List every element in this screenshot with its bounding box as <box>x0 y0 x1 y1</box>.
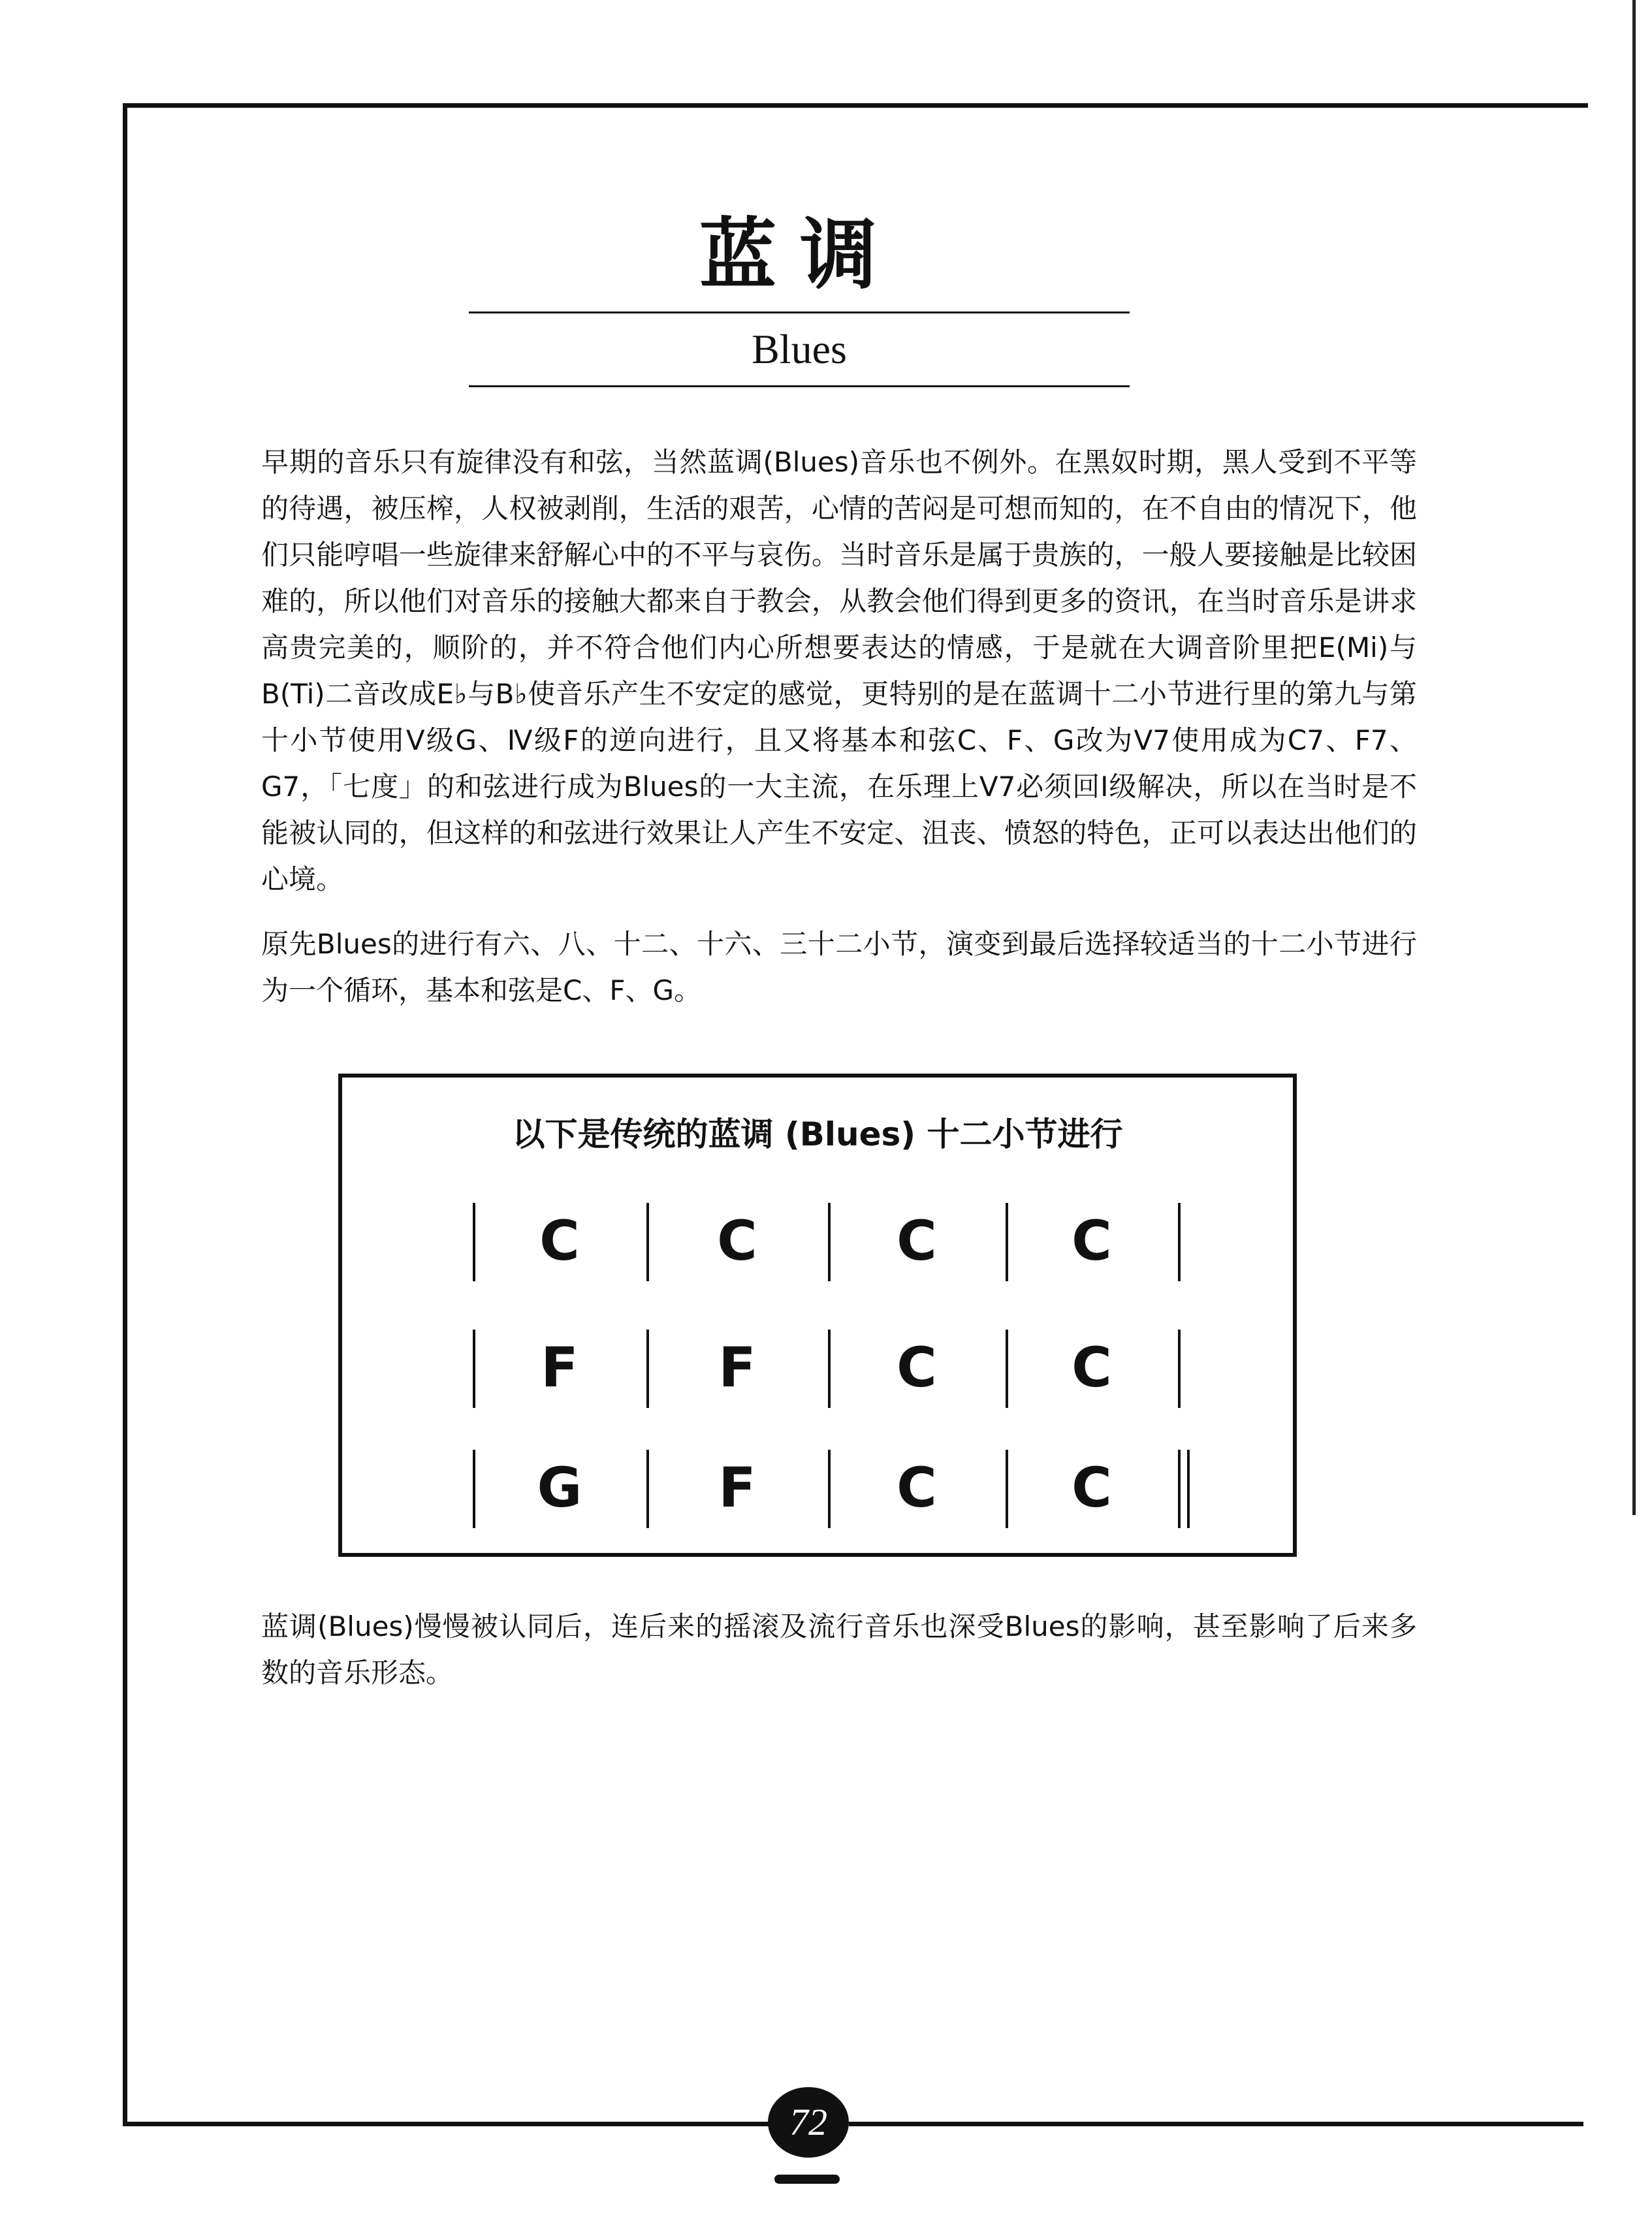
bar-line <box>646 1450 649 1528</box>
bar-line <box>1006 1330 1008 1408</box>
final-double-bar-line <box>1187 1450 1190 1528</box>
chord-symbol: C <box>717 1209 757 1273</box>
page-frame-bottom-rule-left <box>123 2122 769 2126</box>
influence-paragraph: 蓝调(Blues)慢慢被认同后，连后来的摇滚及流行音乐也深受Blues的影响，甚至影响了后来多数的音乐形态。 <box>261 1610 1417 1689</box>
bar-line <box>473 1203 475 1281</box>
chord-symbol: F <box>718 1456 756 1520</box>
chord-symbol: C <box>1072 1335 1112 1399</box>
intro-paragraph: 早期的音乐只有旋律没有和弦，当然蓝调(Blues)音乐也不例外。在黑奴时期，黑人受到不平等的待遇，被压榨，人权被剥削，生活的艰苦，心情的苦闷是可想而知的，在不自由的情况下，他们只能哼唱一些旋律来舒解心中的不平与哀伤。当时音乐是属于贵族的，一般人要接触是比较困难的，所以他们对音乐的接触大都来自于教会，从教会他们得到更多的资讯，在当时音乐是讲求高贵完美的，顺阶的，并不符合他们内心所想要表达的情感，于是就在大调音阶里把E(Mi)与B(Ti)二音改成E♭与B♭使音乐产生不安定的感觉，更特别的是在蓝调十二小节进行里的第九与第十小节使用Ⅴ级G、Ⅳ级F的逆向进行，且又将基本和弦C、F、G改为V7使用成为C7、F7、G7，「七度」的和弦进行成为Blues的一大主流，在乐理上V7必须回Ⅰ级解决，所以在当时是不能被认同的，但这样的和弦进行效果让人产生不安定、沮丧、愤怒的特色，正可以表达出他们的心境。 <box>261 446 1417 895</box>
chord-symbol: C <box>539 1209 580 1273</box>
page-subtitle: Blues <box>752 326 847 372</box>
progression-title: 以下是传统的蓝调 (Blues) 十二小节进行 <box>512 1115 1123 1153</box>
title-rule-bottom <box>469 385 1130 387</box>
chord-symbol: C <box>897 1335 937 1399</box>
bar-line <box>828 1450 831 1528</box>
bar-line <box>1178 1203 1181 1281</box>
page-title: 蓝调 <box>699 210 900 300</box>
chord-symbol: G <box>537 1456 582 1520</box>
bar-line <box>473 1330 475 1408</box>
chord-symbol: C <box>897 1209 937 1273</box>
bar-line <box>828 1203 831 1281</box>
scan-edge-line <box>1632 0 1636 1515</box>
bar-line <box>473 1450 475 1528</box>
bar-line <box>1006 1450 1008 1528</box>
title-rule-top <box>469 311 1130 313</box>
chord-symbol: C <box>897 1456 937 1520</box>
bar-line <box>1178 1450 1181 1528</box>
bar-line <box>828 1330 831 1408</box>
chord-symbol: C <box>1072 1456 1112 1520</box>
chord-symbol: F <box>541 1335 579 1399</box>
history-paragraph: 原先Blues的进行有六、八、十二、十六、三十二小节，演变到最后选择较适当的十二小节进行为一个循环，基本和弦是C、F、G。 <box>261 928 1417 1006</box>
page-frame-top-rule <box>123 103 1588 108</box>
page-frame-left-rule <box>123 103 127 2126</box>
page-number-underline <box>774 2175 840 2184</box>
chord-symbol: C <box>1072 1209 1112 1273</box>
bar-line <box>1006 1203 1008 1281</box>
bar-line <box>646 1330 649 1408</box>
progression-grid <box>342 1078 1293 1553</box>
bar-line <box>1178 1330 1181 1408</box>
page-number-badge: 72 <box>768 2087 849 2158</box>
page-frame-bottom-rule-right <box>849 2122 1583 2126</box>
blues-progression-box <box>338 1074 1297 1557</box>
bar-line <box>646 1203 649 1281</box>
chord-symbol: F <box>718 1335 756 1399</box>
